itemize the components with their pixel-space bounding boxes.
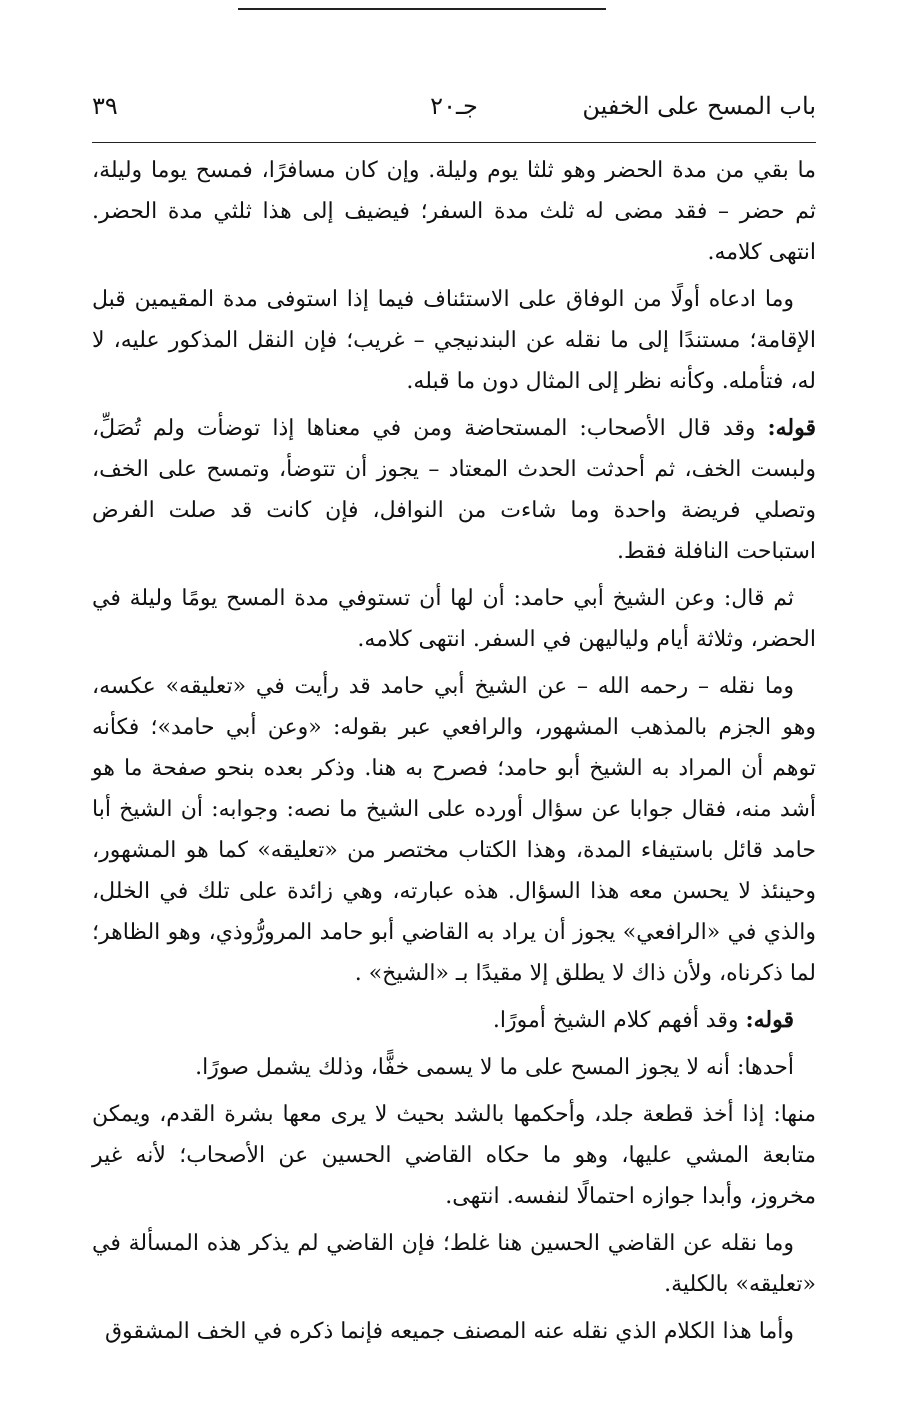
header-rule	[92, 142, 816, 143]
chapter-title: باب المسح على الخفين	[582, 92, 816, 120]
paragraph	[92, 408, 816, 572]
page-number: ٣٩	[92, 92, 118, 120]
paragraph	[92, 1311, 816, 1352]
paragraph	[92, 1000, 816, 1041]
paragraph	[92, 279, 816, 402]
paragraph-lead: قوله:	[745, 1007, 794, 1033]
paragraph-text: وأما هذا الكلام الذي نقله عنه المصنف جميعه فإنما ذكره في الخف المشقوق	[104, 1319, 794, 1344]
paragraph	[92, 1094, 816, 1217]
paragraph	[92, 1223, 816, 1305]
paragraph-text: أحدها: أنه لا يجوز المسح على ما لا يسمى خفًّا، وذلك يشمل صورًا.	[195, 1055, 794, 1080]
running-header	[92, 92, 816, 132]
paragraph-text: وما ادعاه أولًا من الوفاق على الاستئناف فيما إذا استوفى مدة المقيمين قبل الإقامة؛ مستندًا إلى ما نقله عن البندنيجي – غريب؛ فإن النقل المذكور عليه، لا له، فتأمله. وكأنه نظر إلى المثال دون ما قبله.	[92, 287, 816, 394]
paragraph-text: وقد أفهم كلام الشيخ أمورًا.	[492, 1008, 746, 1033]
paragraph	[92, 578, 816, 660]
body-text	[92, 150, 816, 1390]
paragraph-text: ما بقي من مدة الحضر وهو ثلثا يوم وليلة. وإن كان مسافرًا، فمسح يوما وليلة، ثم حضر – فقد مضى له ثلث مدة السفر؛ فيضيف إلى هذا ثلثي مدة الحضر. انتهى كلامه.	[92, 158, 816, 265]
volume-label: جـ٢٠	[430, 92, 478, 120]
paragraph-text: وما نقله – رحمه الله – عن الشيخ أبي حامد قد رأيت في «تعليقه» عكسه، وهو الجزم بالمذهب المشهور، والرافعي عبر بقوله: «وعن أبي حامد»؛ فكأنه توهم أن المراد به الشيخ أبو حامد؛ فصرح به هنا. وذكر بعده بنحو صفحة ما هو أشد منه، فقال جوابا عن سؤال أورده على الشيخ ما نصه: وجوابه: أن الشيخ أبا حامد قائل باستيفاء المدة، وهذا الكتاب مختصر من «تعليقه» كما هو المشهور، وحينئذ لا يحسن معه هذا السؤال. هذه عبارته، وهي زائدة على تلك في الخلل، والذي في «الرافعي» يجوز أن يراد به القاضي أبو حامد المرورُّوذي، وهو الظاهر؛ لما ذكرناه، ولأن ذاك لا يطلق إلا مقيدًا بـ «الشيخ» .	[92, 674, 816, 986]
paragraph-text: وقد قال الأصحاب: المستحاضة ومن في معناها إذا توضأت ولم تُصَلِّ، ولبست الخف، ثم أحدثت الحدث المعتاد – يجوز أن تتوضأ، وتمسح على الخف، وتصلي فريضة واحدة وما شاءت من النوافل، فإن كانت قد صلت الفرض استباحت النافلة فقط.	[92, 416, 816, 564]
paragraph	[92, 150, 816, 273]
paragraph-text: منها: إذا أخذ قطعة جلد، وأحكمها بالشد بحيث لا يرى معها بشرة القدم، ويمكن متابعة المشي عليها، وهو ما حكاه القاضي الحسين عن الأصحاب؛ لأنه غير مخروز، وأبدا جوازه احتمالًا لنفسه. انتهى.	[92, 1102, 816, 1209]
paragraph	[92, 1047, 816, 1088]
paragraph-text: ثم قال: وعن الشيخ أبي حامد: أن لها أن تستوفي مدة المسح يومًا وليلة في الحضر، وثلاثة أيام ولياليهن في السفر. انتهى كلامه.	[92, 586, 816, 652]
top-rule	[238, 8, 606, 10]
paragraph-text: وما نقله عن القاضي الحسين هنا غلط؛ فإن القاضي لم يذكر هذه المسألة في «تعليقه» بالكلية.	[92, 1231, 816, 1297]
paragraph	[92, 666, 816, 994]
paragraph-lead: قوله:	[767, 415, 816, 441]
